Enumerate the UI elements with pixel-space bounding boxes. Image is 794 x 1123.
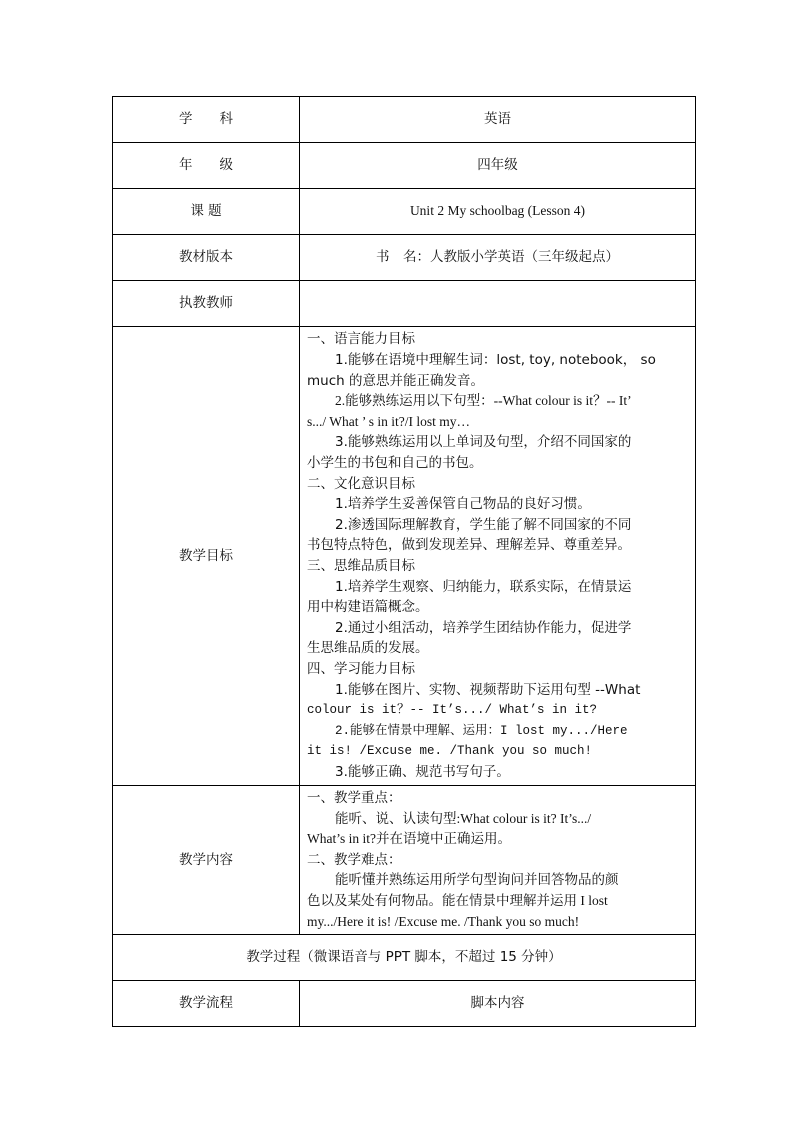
process-header: 教学过程（微课语音与 PPT 脚本，不超过 15 分钟）: [113, 935, 696, 981]
objective-line: 1.能够在图片、实物、视频帮助下运用句型 --What: [335, 681, 641, 698]
teacher-value: [300, 281, 696, 327]
content-line: 能听懂并熟练运用所学句型询问并回答物品的颜: [335, 872, 619, 889]
topic-row: [113, 189, 696, 235]
textbook-row: [113, 235, 696, 281]
process-header-row: [113, 935, 696, 981]
objective-line: 2.通过小组活动，培养学生团结协作能力，促进学: [335, 619, 632, 636]
objective-line: 2.能够在情景中理解、运用：I lost my.../Here: [335, 723, 628, 738]
objective-line: 二、文化意识目标: [307, 475, 415, 492]
content-line: What’s in it?并在语境中正确运用。: [307, 831, 511, 847]
objective-line: 2.能够熟练运用以下句型：--What colour is it？-- It’: [335, 393, 632, 409]
objective-line: 三、思维品质目标: [307, 558, 415, 574]
lesson-plan-table: [112, 96, 696, 1027]
objectives-content: [300, 327, 696, 786]
objective-line: 2.渗透国际理解教育，学生能了解不同国家的不同: [335, 516, 632, 533]
objective-line: 生思维品质的发展。: [307, 640, 429, 657]
objective-line: much 的意思并能正确发音。: [307, 372, 484, 389]
grade-value: 四年级: [300, 143, 696, 189]
objective-line: 小学生的书包和自己的书包。: [307, 455, 483, 472]
objective-line: colour is it？-- It’s.../ What’s in it?: [307, 703, 598, 718]
grade-row: [113, 143, 696, 189]
content-line: 一、教学重点：: [307, 790, 402, 806]
textbook-value: 书 名：人教版小学英语（三年级起点）: [300, 235, 696, 281]
objective-line: 1.培养学生妥善保管自己物品的良好习惯。: [335, 496, 591, 513]
flow-value: 脚本内容: [300, 981, 696, 1027]
content-label: 教学内容: [113, 786, 300, 935]
objective-line: 1.培养学生观察、归纳能力，联系实际，在情景运: [335, 578, 632, 595]
topic-value: Unit 2 My schoolbag (Lesson 4): [300, 189, 696, 235]
subject-row: [113, 97, 696, 143]
objective-line: 1.能够在语境中理解生词：lost, toy, notebook， so: [335, 352, 656, 369]
flow-row: [113, 981, 696, 1027]
objective-line: 3.能够熟练运用以上单词及句型，介绍不同国家的: [335, 434, 632, 451]
teacher-row: [113, 281, 696, 327]
objective-line: 一、语言能力目标: [307, 331, 415, 348]
objective-line: 四、学习能力目标: [307, 660, 415, 677]
content-content: [300, 786, 696, 935]
flow-label: 教学流程: [113, 981, 300, 1027]
teacher-label: 执教教师: [113, 281, 300, 327]
content-line: 能听、说、认读句型:What colour is it? It’s.../: [335, 810, 592, 826]
content-line: 色以及某处有何物品。能在情景中理解并运用 I lost: [307, 892, 608, 908]
objective-line: it is! /Excuse me. /Thank you so much!: [307, 744, 593, 759]
grade-label: 年 级: [113, 143, 300, 189]
subject-label: 学 科: [113, 97, 300, 143]
objective-line: 3.能够正确、规范书写句子。: [335, 763, 510, 780]
topic-label: 课 题: [113, 189, 300, 235]
objective-line: 用中构建语篇概念。: [307, 599, 429, 616]
objectives-row: [113, 327, 696, 786]
subject-value: 英语: [300, 97, 696, 143]
content-row: [113, 786, 696, 935]
objective-line: 书包特点特色，做到发现差异、理解差异、尊重差异。: [307, 537, 631, 554]
objective-line: s.../ What ’ s in it?/I lost my…: [307, 413, 470, 429]
objectives-label: 教学目标: [113, 327, 300, 786]
content-line: 二、教学难点：: [307, 851, 402, 868]
content-line: my.../Here it is! /Excuse me. /Thank you so much!: [307, 913, 580, 929]
textbook-label: 教材版本: [113, 235, 300, 281]
